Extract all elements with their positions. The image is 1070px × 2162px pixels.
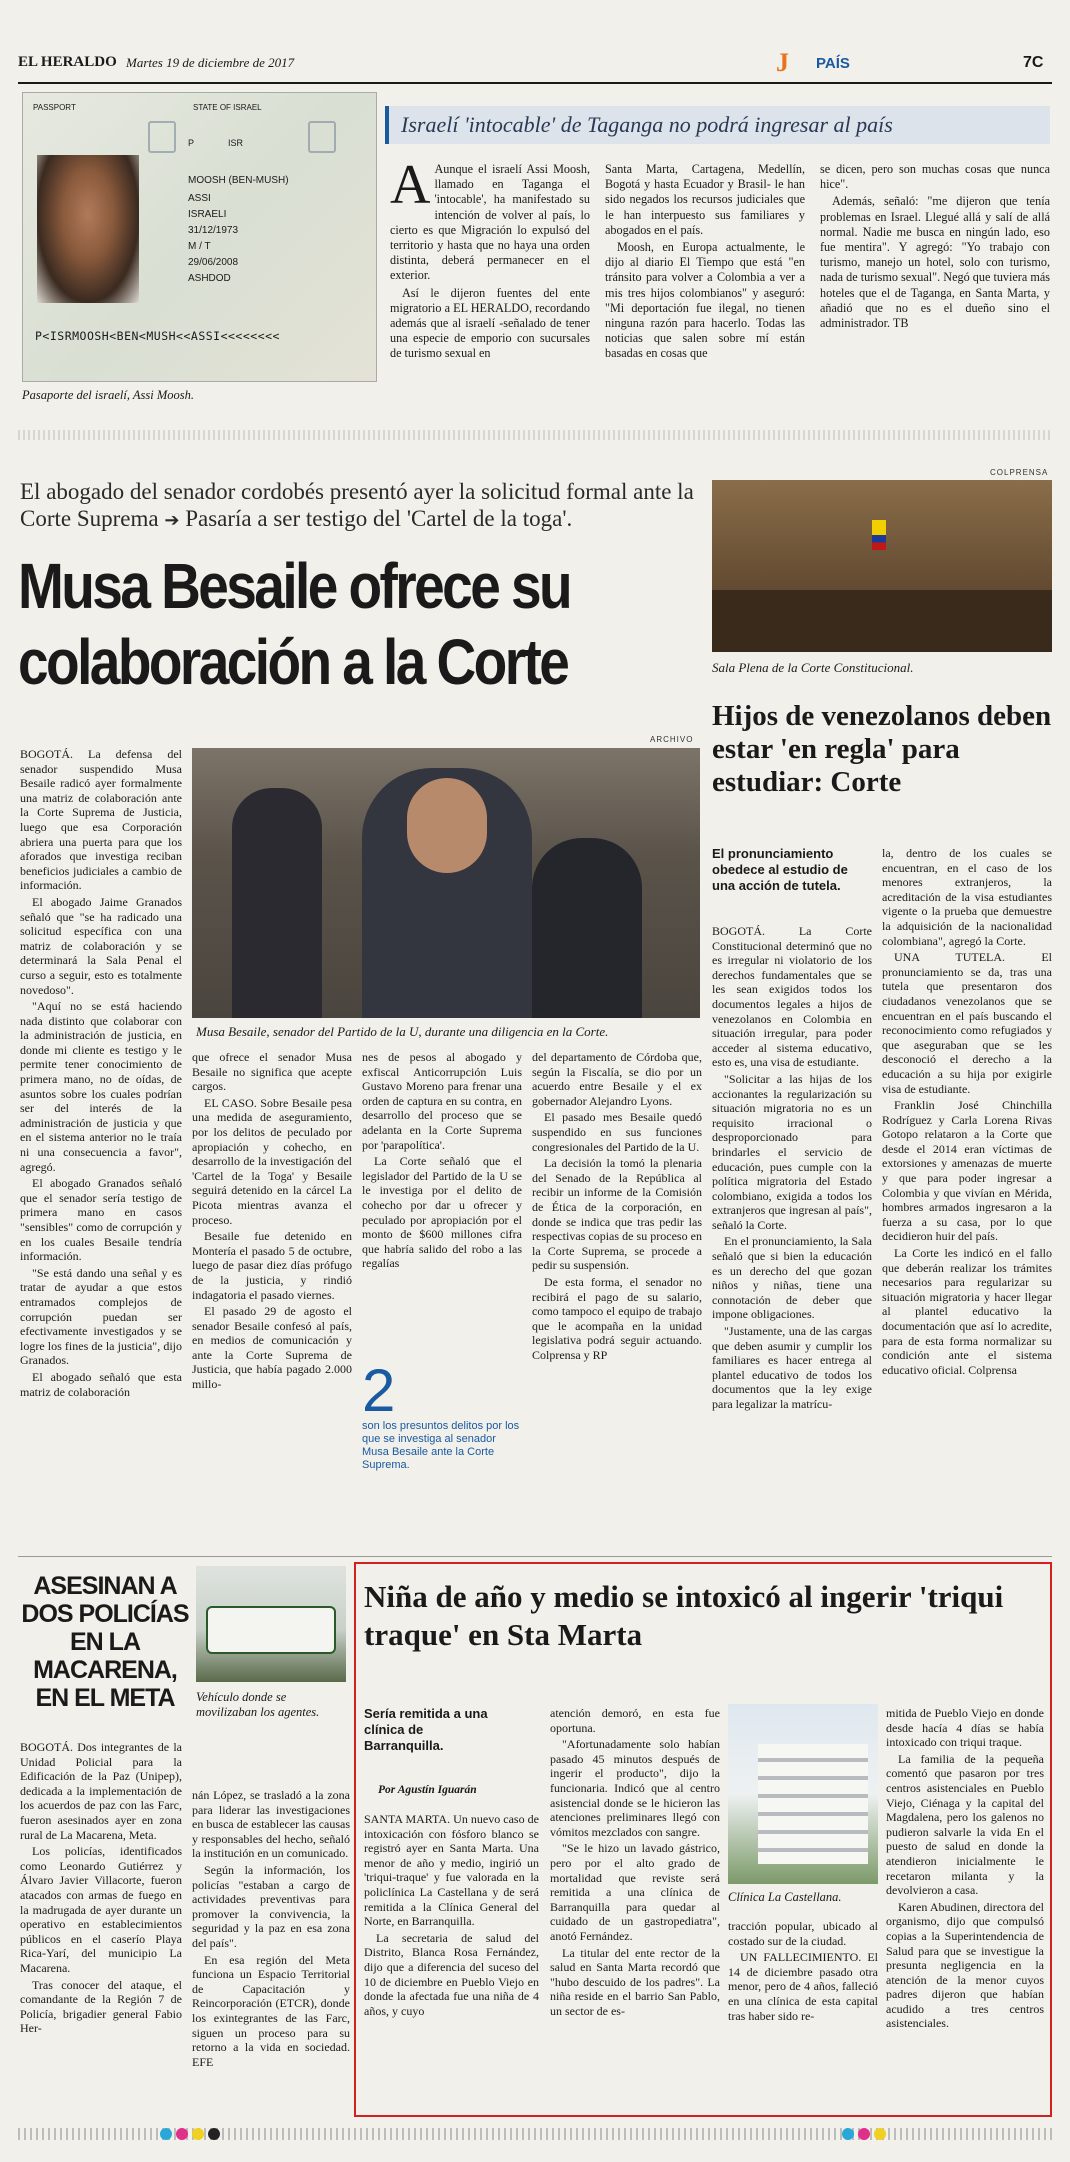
story1-headline-bar — [385, 106, 1050, 144]
passport-code: ISR — [228, 138, 244, 148]
story5-lead: Sería remitida a una clínica de Barranquilla. — [364, 1706, 488, 1753]
photo-person-right — [532, 838, 642, 1018]
story2-col1-p3: "Aquí no se está haciendo nada distinto que colaborar con la administración de justicia, en donde mi cliente es testigo y le permite tener conocimiento de primera mano, no de oídas, de asuntos sobre los cuales podrían ser del interés de la administración de justicia y que en el sistema anterior no le traía ni una consecuencia a favor", agregó. — [20, 999, 182, 1174]
besaile-caption: Musa Besaile, senador del Partido de la U, durante una diligencia en la Corte. — [196, 1024, 609, 1039]
story1-col2-p1: Santa Marta, Cartagena, Medellín, Bogotá y hasta Ecuador y Brasil- le han sido negados los recursos judiciales que le han interpuesto sus familiares y abogados en el país. — [605, 162, 805, 237]
registration-dot-magenta — [176, 2128, 188, 2140]
story2-col1-p6: El abogado señaló que esta matriz de colaboración — [20, 1369, 182, 1399]
story1-col2-p2: Moosh, en Europa actualmente, le dijo al diario El Tiempo que está "en tránsito para volver a Colombia a ver a mis tres hijos colombianos" y aseguró: "Mi deportación fue ilegal, no tienen ninguna razón para hacerlo. Todas las noticias que salen sobre mí están basadas en cosas que — [605, 240, 805, 361]
section-name: PAÍS — [816, 55, 850, 72]
photo-face — [407, 778, 487, 873]
story3-col1 — [712, 924, 872, 1414]
passport-given: ASSI — [188, 193, 211, 204]
clinic-caption: Clínica La Castellana. — [728, 1890, 842, 1904]
story5-col3-p2: UN FALLECIMIENTO. El 14 de diciembre pasado otra menor, pero de 4 años, falleció en una clínica de esta capital tras haber sido re- — [728, 1950, 878, 2023]
story1-col1-p2: Así le dijeron fuentes del ente migratorio a EL HERALDO, recordando además que al israelí -señalado de tener una especie de emporio con sucursales de turismo sexual en — [390, 285, 590, 361]
story1-col3-p2: Además, señaló: "me dijeron que tenía problemas en Israel. Llegué allá y salí de allá normal. Nadie me busca en ningún lado, eso fue mentira". Y agregó: "Yo trabajo con turismo, manejo un hotel, solo con turismo, nada de turismo sexual". Negó que tuviera más hoteles que el de Taganga, en Santa Marta, y añadió que no es el dueño sino el administrador. TB — [820, 194, 1050, 331]
story5-col2-p2: "Afortunadamente solo habían pasado 45 minutos después de ingerir el producto", dijo la funcionaria. Indicó que al centro asistencial donde se le hicieron las atenciones preliminares llegó con vómitos mezclados con sangre. — [550, 1737, 720, 1839]
story4-col2-p1: nán López, se trasladó a la zona para liderar las investigaciones en busca de establecer las causas y responsables del hecho, señaló la institución en un comunicado. — [192, 1788, 350, 1861]
story2-col2-p2: EL CASO. Sobre Besaile pesa una medida de aseguramiento, por los delitos de peculado por apropiación y cohecho, en desarrollo de la investigación del 'Cartel de la Toga' y Besaile seguirá detenido en la cárcel La Picota mientras avanza el proceso. — [192, 1095, 352, 1227]
story2-deck-text-2: Pasaría a ser testigo del 'Cartel de la toga'. — [185, 506, 573, 531]
story5-col1 — [364, 1812, 539, 2020]
story4-col1-p2: Los policías, identificados como Leonardo Gutiérrez y Álvaro Javier Villacorte, fueron atacados con armas de fuego en la madrugada de ayer durante un operativo en establecimientos públicos en el caserío Playa Rica-Yarí, del municipio La Macarena. — [20, 1844, 182, 1975]
story2-col4 — [532, 1050, 702, 1364]
passport-label: PASSPORT — [33, 103, 76, 112]
story2-col1-p1: BOGOTÁ. La defensa del senador suspendido Musa Besaile radicó ayer formalmente una matriz de colaboración ante la Corte Suprema de Justicia, luego que esa Corporación abriera una puerta para que los aforados que investiga reciban beneficios judiciales a cambio de información. — [20, 747, 182, 893]
story4-col2-p3: En esa región del Meta funciona un Espacio Territorial de Capacitación y Reincorporación (ETCR), donde los exintegrantes de las Farc, siguen un proceso para su retorno a la vida en sociedad. EFE — [192, 1952, 350, 2069]
clinic-photo — [728, 1704, 878, 1884]
story4-col2-p2: Según la información, los policías "estaban a cargo de actividades preventivas para promover la convivencia, la seguridad y la paz en esa zona del país". — [192, 1862, 350, 1950]
passport-nationality: ISRAELI — [188, 209, 227, 220]
story2-deck-text: El abogado del senador cordobés presentó ayer la solicitud formal ante la Corte Suprema — [20, 479, 694, 531]
story5-box — [354, 1562, 1052, 2117]
passport-type: P — [188, 138, 195, 148]
story3-col1-p1: BOGOTÁ. La Corte Constitucional determinó que no es irregular ni violatorio de los derechos fundamentales que se les sean exigidos todos los documentos legales a hijos de venezolanos en Colombia en situación irregular, para poder acceder al sistema educativo, esto es, una visa de estudiante. — [712, 924, 872, 1070]
story5-col4-p3: Karen Abudinen, directora del organismo, dijo que compulsó copias a la Superintendencia de Salud para que se investigue la presunta negligencia en la atención de la menor cuyos padres dijeron que habían acudido a tres centros asistenciales. — [886, 1899, 1044, 2031]
emblem-icon-2 — [308, 121, 336, 153]
section-logo-icon: J — [776, 48, 789, 77]
story5-byline: Por Agustín Iguarán — [378, 1784, 477, 1796]
story4-headline: ASESINAN A DOS POLICÍAS EN LA MACARENA, EN EL META — [21, 1572, 189, 1712]
issue-date: Martes 19 de diciembre de 2017 — [126, 55, 295, 70]
clinic-building — [758, 1744, 868, 1864]
story5-col2-p3: "Se le hizo un lavado gástrico, pero por el alto grado de mortalidad que reviste será remitida a una clínica de Barranquilla para quedar al cuidado de un gastropediatra", anotó Fernández. — [550, 1841, 720, 1943]
photo-person — [232, 788, 322, 1018]
story4-col1-p1: BOGOTÁ. Dos integrantes de la Unidad Policial para la Edificación de la Paz (Unipep), dedicada a la implementación de los acuerdos de paz con las Farc, fueron asesinados ayer en zona rural de La Macarena, Meta. — [20, 1740, 182, 1842]
story5-headline: Niña de año y medio se intoxicó al ingerir 'triqui traque' en Sta Marta — [364, 1579, 1004, 1652]
besaile-photo — [192, 748, 700, 1018]
photo-flag — [872, 520, 886, 550]
story2-headline-line1: Musa Besaile ofrece su — [18, 550, 571, 622]
corte-caption: Sala Plena de la Corte Constitucional. — [712, 660, 914, 675]
passport-mrz: P<ISRMOOSH<BEN<MUSH<<ASSI<<<<<<<< — [35, 329, 280, 343]
story4-col2 — [192, 1788, 350, 2071]
vehicle-photo — [196, 1566, 346, 1682]
story3-headline: Hijos de venezolanos deben estar 'en regla' para estudiar: Corte — [712, 700, 1052, 798]
story3-col1-p3: En el pronunciamiento, la Sala señaló que si bien la educación es un derecho del que gozan niños y niñas, tiene una connotación de deber que impone obligaciones. — [712, 1234, 872, 1322]
arrow-icon: ➔ — [164, 510, 180, 530]
registration-dot-yellow — [192, 2128, 204, 2140]
story5-col2-p4: La titular del ente rector de la salud en Santa Marta recordó que "hubo descuido de los padres". La niña reside en el barrio San Pablo, un sector de es- — [550, 1945, 720, 2018]
story1-col1-p1: A Aunque el israelí Assi Moosh, llamado en Taganga el 'intocable', ha manifestado su intención de volver al país, lo cierto es que Migración lo expulsó del territorio y hasta que no haya una orden distinta, deberá permanecer en el exterior. — [390, 154, 590, 283]
passport-image — [22, 92, 377, 382]
passport-caption: Pasaporte del israelí, Assi Moosh. — [22, 388, 194, 402]
story5-col4-p2: La familia de la pequeña comentó que pasaron por tres centros asistenciales en Pueblo Viejo, Ciénaga y la capital del Magdalena, pero los galenos no pudieron salvarle la vida En el puesto de salud en donde la atendieron inicialmente le recetaron milanta y la devolvieron a casa. — [886, 1751, 1044, 1898]
story5-col2 — [550, 1706, 720, 2020]
registration-dot-cyan — [160, 2128, 172, 2140]
story5-col2-p1: atención demoró, en esta fue oportuna. — [550, 1706, 720, 1735]
registration-dot-magenta-2 — [858, 2128, 870, 2140]
story4-top-rule — [18, 1556, 1052, 1557]
story1-col2 — [605, 162, 805, 364]
story3-photo-credit: COLPRENSA — [990, 468, 1049, 477]
story2-col1 — [20, 747, 182, 1401]
story1-col3-p1: se dicen, pero son muchas cosas que nunca hice". — [820, 162, 1050, 192]
story3-col1-p4: "Justamente, una de las cargas que deben asumir y cumplir los familiares es hacer entrega al plantel educativo de todos los documentos que la ley exige para legalizar la matrícu- — [712, 1324, 872, 1411]
story2-headline — [18, 548, 620, 700]
story5-col4 — [886, 1706, 1044, 2033]
vehicle-body — [206, 1606, 336, 1654]
story1-headline: Israelí 'intocable' de Taganga no podrá ingresar al país — [401, 112, 893, 137]
page-number: 7C — [1023, 54, 1044, 71]
registration-dot-black — [208, 2128, 220, 2140]
registration-dot-cyan-2 — [842, 2128, 854, 2140]
story3-col2-p1: la, dentro de los cuales se encuentran, en el caso de los menores extranjeros, la acreditación de la visa estudiantes vigente o la prueba que demuestre la adquisición de la nacionalidad colombiana", agregó la Corte. — [882, 846, 1052, 948]
story5-col1-p2: La secretaria de salud del Distrito, Blanca Rosa Fernández, dijo que a diferencia del suceso del 10 de diciembre en Pueblo Viejo en donde la afectada fue una niña de 4 años, y cuyo — [364, 1930, 539, 2018]
stat-text: son los presuntos delitos por los que se investiga al senador Musa Besaile ante la Corte Suprema. — [362, 1420, 520, 1471]
story2-headline-line2: colaboración a la Corte — [18, 626, 568, 698]
page-header — [18, 48, 1052, 82]
story2-col2 — [192, 1050, 352, 1394]
story3-col2-p3: Franklin José Chinchilla Rodríguez y Carla Lorena Rivas Gotopo relataron a la Corte que desde el 2014 eran víctimas de extorsiones y amenazas de muerte y que para poder ingresar a Colombia y que vivían en Mérida, hombres armados ingresaron a la fuerza a su casa, por lo que decidieron huir del país. — [882, 1098, 1052, 1244]
story5-col3-p1: tracción popular, ubicado al costado sur de la ciudad. — [728, 1919, 878, 1948]
story2-col1-p2: El abogado Jaime Granados señaló que "se ha radicado una solicitud específica con una matriz de colaboración y se determinará la Sala Penal el curso a seguir, esto es totalmente novedoso". — [20, 894, 182, 997]
story3-lead: El pronunciamiento obedece al estudio de una acción de tutela. — [712, 846, 848, 893]
photo-table — [712, 590, 1052, 652]
masthead: EL HERALDO — [18, 54, 117, 70]
header-rule — [18, 82, 1052, 84]
passport-surname: MOOSH (BEN-MUSH) — [188, 175, 289, 186]
story2-col3-p2: La Corte señaló que el legislador del Partido de la U se le investiga por el delito de cohecho por dar u ofrecer y peculado por apropiación por el monto de $600 millones cifra que habría salido del robo a las regalías — [362, 1154, 522, 1271]
story4-col1-p3: Tras conocer del ataque, el comandante de la Región 7 de Policía, brigadier general Fabio Her- — [20, 1977, 182, 2036]
dropcap: A — [390, 154, 431, 216]
passport-place: ASHDOD — [188, 273, 231, 284]
story2-col2-p4: El pasado 29 de agosto el senador Besaile confesó al país, en medios de comunicación y ante la Corte Suprema de Justicia, que había pagado 2.000 millo- — [192, 1304, 352, 1392]
vehicle-caption: Vehículo donde se movilizaban los agentes. — [196, 1690, 320, 1719]
section-divider — [18, 430, 1052, 440]
story2-col4-p2: El pasado mes Besaile quedó suspendido en sus funciones congresionales del Partido de la U. — [532, 1110, 702, 1154]
passport-country: STATE OF ISRAEL — [193, 103, 262, 112]
passport-portrait — [37, 155, 139, 303]
story3-col2-p4: La Corte les indicó en el fallo que deberán realizar los trámites necesarios para regularizar su situación migratoria y hacer llegar al plantel educativo la documentación que así lo acredite, para de esta forma normalizar su condición ante el sistema educativo oficial. Colprensa — [882, 1246, 1052, 1377]
story2-deck — [20, 478, 710, 534]
story2-photo-credit: ARCHIVO — [650, 735, 694, 744]
story2-col4-p4: De esta forma, el senador no recibirá el pago de su salario, como tampoco el equipo de trabajo que le acompaña en la unidad legislativa podrá seguir actuando. Colprensa y RP — [532, 1274, 702, 1362]
registration-bar — [18, 2128, 1052, 2140]
story2-col4-p1: del departamento de Córdoba que, según la Fiscalía, se dio por un acuerdo entre Besaile y el ex gobernador Alejandro Lyons. — [532, 1050, 702, 1108]
story3-col2 — [882, 846, 1052, 1379]
stat-box — [362, 1357, 522, 1472]
passport-dob: 31/12/1973 — [188, 225, 239, 236]
story5-col4-p1: mitida de Pueblo Viejo en donde desde hacía 4 días se había intoxicado con triqui traque. — [886, 1706, 1044, 1750]
story2-col4-p3: La decisión la tomó la plenaria del Senado de la República al recibir un informe de la Comisión de Ética de la corporación, en donde se indica que tras pedir las respectivas copias de su proceso en la Corte Suprema, se procede a pedir su suspensión. — [532, 1156, 702, 1273]
registration-dot-yellow-2 — [874, 2128, 886, 2140]
story2-col3-p1: nes de pesos al abogado y exfiscal Anticorrupción Luis Gustavo Moreno para frenar una orden de captura en su contra, en desarrollo del proceso que se adelanta en la Corte Suprema por 'parapolítica'. — [362, 1050, 522, 1152]
passport-expiry: 29/06/2008 — [188, 257, 239, 268]
corte-photo — [712, 480, 1052, 652]
story5-col3 — [728, 1919, 878, 2025]
emblem-icon — [148, 121, 176, 153]
story2-col2-p3: Besaile fue detenido en Montería el pasado 5 de octubre, luego de pasar diez días prófugo de la justicia, y rindió indagatoria el pasado viernes. — [192, 1229, 352, 1302]
story2-col2-p1: que ofrece el senador Musa Besaile no significa que acepte cargos. — [192, 1050, 352, 1094]
story4-col1 — [20, 1740, 182, 2038]
story5-col1-p1: SANTA MARTA. Un nuevo caso de intoxicación con fósforo blanco se registró ayer en Santa Marta. Una menor de año y medio, ingirió un 'triqui-traque' y fue valorada en la policlínica La Castellana y de será remitida a la Clínica General del Norte, en Barranquilla. — [364, 1812, 539, 1929]
story2-col1-p5: "Se está dando una señal y es tratar de ayudar a que estos entramados complejos de corrupción puedan ser efectivamente investigados y se logre los fines de la justicia", dijo Granados. — [20, 1265, 182, 1368]
stat-number: 2 — [362, 1357, 396, 1424]
story2-col1-p4: El abogado Granados señaló que el senador sería testigo de primera mano en casos "sensibles" como de corrupción y en los cuales Besaile tendría información. — [20, 1176, 182, 1264]
story1-col1 — [390, 154, 590, 364]
story2-col3 — [362, 1050, 522, 1273]
passport-sex: M / T — [188, 241, 211, 252]
story3-col2-p2: UNA TUTELA. El pronunciamiento se da, tras una tutela que presentaron dos ciudadanos venezolanos que se encuentran en el país buscando el reconocimiento como refugiados y que aseguraban que se les desconoció el derecho a la educación a su hija por exigirle visa de estudiante. — [882, 950, 1052, 1096]
story1-col3 — [820, 162, 1050, 333]
story3-col1-p2: "Solicitar a las hijas de los accionantes la regularización su situación migratoria no es un requisito irracional o desproporcionado para brindarles el servicio de educación, pues cumple con la política migratoria del Estado colombiano, exigida a todos los extranjeros que ingresan al país", señaló la Corte. — [712, 1071, 872, 1232]
